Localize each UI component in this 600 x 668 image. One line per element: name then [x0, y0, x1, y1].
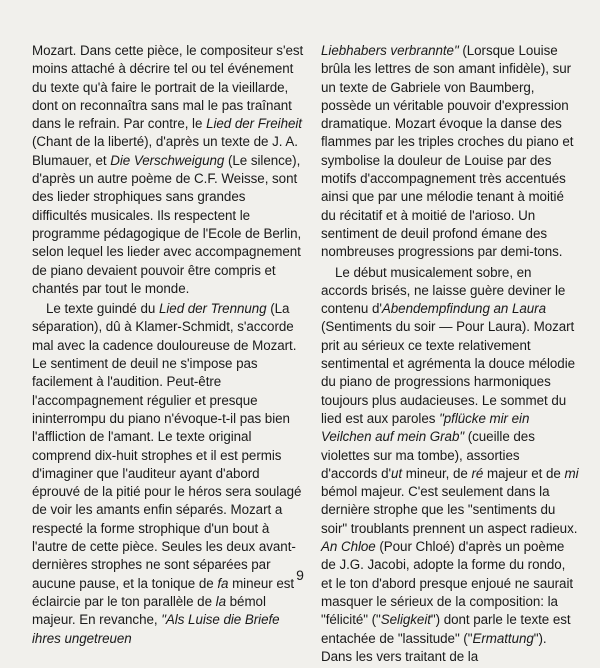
left-column — [32, 42, 304, 650]
paragraph: Le texte guindé du Lied der Trennung (La séparation), dû à Klamer-Schmidt, s'accorde mal avec la cadence douloureuse de Mozart. Le sentiment de deuil ne s'impose pas facilement à l'audition. Peut-être l'accompagnement régulier et presque ininterrompu du piano n'évoque-t-il pas bien l'affliction de l'amant. Le texte original comprend dix-huit strophes et il est permis d'imaginer que l'auditeur ayant d'abord éprouvé de la pitié pour le héros sera soulagé de voir les amants enfin séparés. Mozart a respecté la forme strophique d'un bout à l'autre de cette pièce. Seules les deux avant-dernières strophes ne sont séparées par aucune pause, et la tonique de fa mineur est éclaircie par le ton parallèle de la bémol majeur. En revanche, "Als Luise die Briefe ihres ungetreuen — [32, 301, 302, 646]
paragraph: Mozart. Dans cette pièce, le compositeur s'est moins attaché à décrire tel ou tel événement du texte qu'à faire le portrait de la vieillarde, dont on reconnaîtra sans mal le pas traînant dans le refrain. Par contre, le Lied der Freiheit (Chant de la liberté), d'après un texte de J. A. Blumauer, et Die Verschweigung (Le silence), d'après un autre poème de C.F. Weisse, sont des lieder strophiques sans grandes difficultés musicales. Ils respectent le programme pédagogique de l'Ecole de Berlin, selon lequel les lieder avec accompagnement de piano devaient pouvoir être compris et chantés par tout le monde. — [32, 43, 304, 296]
page-number: 9 — [296, 567, 304, 583]
paragraph: Le début musicalement sobre, en accords brisés, ne laisse guère deviner le contenu d'Abendempfindung an Laura (Sentiments du soir — Pour Laura). Mozart prit au sérieux ce texte relativement sentimental et agrémenta la douce mélodie du piano de progressions harmoniques toujours plus audacieuses. Le sommet du lied est aux paroles "pflücke mir ein Veilchen auf mein Grab" (cueille des violettes sur ma tombe), assorties d'accords d'ut mineur, de ré majeur et de mi bémol majeur. C'est seulement dans la dernière strophe que les "sentiments du soir" troublants prennent un aspect radieux. An Chloe (Pour Chloé) d'après un poème de J.G. Jacobi, adopte la forme du rondo, et le ton d'abord presque enjoué ne saurait masquer le sérieux de la composition: la "félicité" ("Seligkeit") dont parle le texte est entachée de "lassitude" ("Ermattung"). Dans les vers traitant de la — [321, 264, 579, 664]
paragraph: Liebhabers verbrannte" (Lorsque Louise brûla les lettres de son amant infidèle), sur un texte de Gabriele von Baumberg, possède un véritable pouvoir d'expression dramatique. Mozart évoque la danse des flammes par les triples croches du piano et symbolise la douleur de Louise par des motifs d'accompagnement très accentués ainsi que par une mélodie tenant à moitié du récitatif et à moitié de l'arioso. Un sentiment de deuil profond émane des nombreuses progressions par demi-tons. — [321, 43, 574, 260]
